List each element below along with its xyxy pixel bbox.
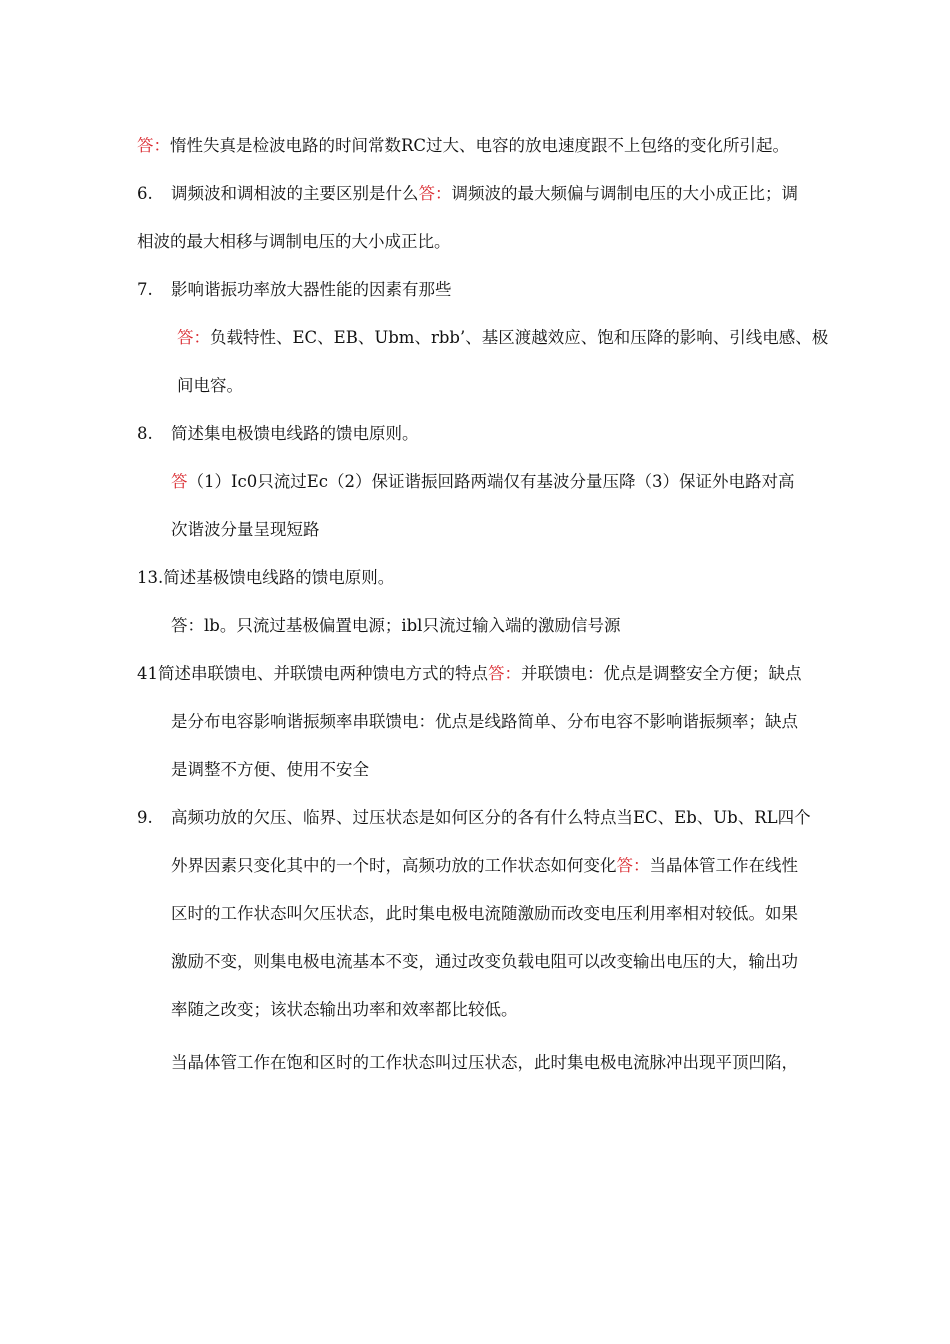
answer-label: 答 [171,472,188,491]
q5-answer-text: 惰性失真是检波电路的时间常数RC过大、电容的放电速度跟不上包络的变化所引起。 [170,136,790,155]
answer-label: 答： [418,184,452,203]
q7-answer-text: 负载特性、EC、EB、Ubm、rbb’、基区渡越效应、饱和压降的影响、引线电感、极 [210,328,829,347]
q41-question-text: 简述串联馈电、并联馈电两种馈电方式的特点 [158,664,488,683]
q9-answer-line-6: 当晶体管工作在饱和区时的工作状态叫过压状态，此时集电极电流脉冲出现平顶凹陷， [171,1053,798,1072]
q13-question-line [137,566,394,590]
q7-question-text: 影响谐振功率放大器性能的因素有那些 [171,280,452,299]
q6-question-text: 调频波和调相波的主要区别是什么 [171,184,419,203]
q8-question-text: 简述集电极馈电线路的馈电原则。 [171,424,419,443]
q9-question-line-1: 高频功放的欠压、临界、过压状态是如何区分的各有什么特点当EC、Eb、Ub、RL四个 [171,808,811,827]
q13-number: 13. [137,568,164,587]
answer-label: 答： [177,328,210,347]
q8-answer-line-1 [171,470,795,494]
q9-answer-line-3: 区时的工作状态叫欠压状态，此时集电极电流随激励而改变电压利用率相对较低。如果 [171,904,798,923]
q9-answer-line-4: 激励不变，则集电极电流基本不变，通过改变负载电阻可以改变输出电压的大，输出功 [171,952,798,971]
q5-answer-line [137,134,789,158]
answer-label: 答： [616,856,650,875]
q8-answer-text: （1）Ic0只流过Ec（2）保证谐振回路两端仅有基波分量压降（3）保证外电路对高 [187,472,795,491]
q9-answer-line-5: 率随之改变；该状态输出功率和效率都比较低。 [171,1000,518,1019]
q13-answer-line: 答：lb。只流过基极偏置电源；ibl只流过输入端的激励信号源 [171,616,621,635]
q41-answer-line-3: 是调整不方便、使用不安全 [171,760,369,779]
answer-label: 答： [488,664,521,683]
q8-answer-line-2: 次谐波分量呈现短路 [171,520,320,539]
q8-number: 8. [137,424,153,443]
q7-number: 7. [137,280,153,299]
q9-question-text: 外界因素只变化其中的一个时，高频功放的工作状态如何变化 [171,856,617,875]
q41-question-line [137,662,802,686]
q6-number: 6. [137,184,153,203]
q41-answer-text: 并联馈电：优点是调整安全方便；缺点 [521,664,802,683]
q6-question-line [171,182,798,206]
q41-number: 41 [137,664,158,683]
answer-label: 答： [137,136,170,155]
q13-question-text: 简述基极馈电线路的馈电原则。 [163,568,395,587]
q7-answer-line-2: 间电容。 [177,376,243,395]
q6-answer-text: 调频波的最大频偏与调制电压的大小成正比；调 [451,184,798,203]
q9-question-line-2 [171,854,798,878]
q9-number: 9. [137,808,153,827]
q9-answer-text: 当晶体管工作在线性 [649,856,798,875]
q6-answer-line-2: 相波的最大相移与调制电压的大小成正比。 [137,232,451,251]
q41-answer-line-2: 是分布电容影响谐振频率串联馈电：优点是线路简单、分布电容不影响谐振频率；缺点 [171,712,798,731]
q7-answer-line-1 [177,326,828,350]
